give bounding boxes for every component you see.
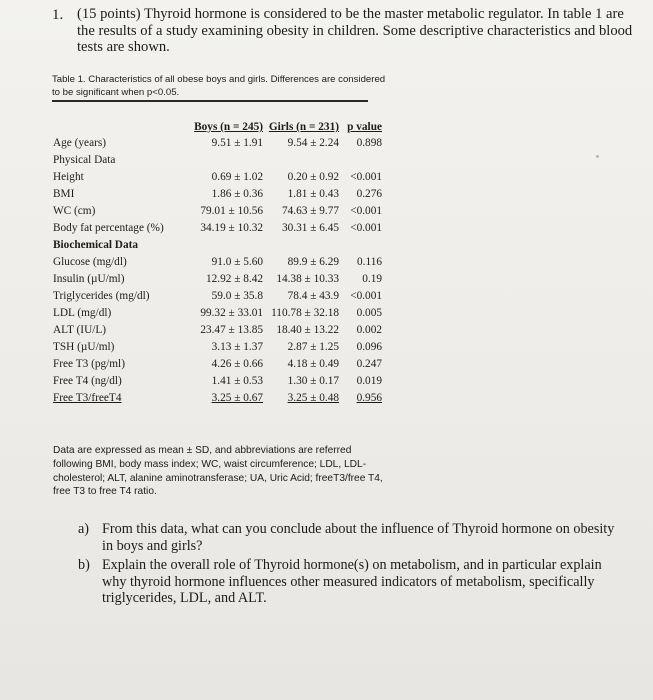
row-label: Free T3 (pg/ml) (53, 358, 125, 370)
header-p-value: p value (347, 121, 382, 133)
girls-value: 1.30 ± 0.17 (287, 375, 339, 387)
table-row (53, 203, 382, 220)
girls-value: 18.40 ± 13.22 (276, 324, 339, 336)
section-label: Biochemical Data (53, 239, 139, 251)
girls-value: 30.31 ± 6.45 (281, 222, 339, 234)
row-label: Free T4 (ng/dl) (53, 375, 122, 387)
girls-value: 14.38 ± 10.33 (276, 273, 339, 285)
row-label: Height (53, 171, 84, 183)
paper-speck (596, 155, 599, 158)
row-label: Free T3/freeT4 (53, 392, 122, 404)
girls-value: 0.20 ± 0.92 (287, 171, 339, 183)
row-label: Insulin (µU/ml) (53, 273, 125, 285)
boys-value: 1.41 ± 0.53 (211, 375, 263, 387)
header-blank (53, 120, 188, 135)
girls-value (263, 152, 339, 169)
p-value (339, 237, 382, 254)
sub-question-text: From this data, what can you conclude about the influence of Thyroid hormone on obesity in boys and girls? (102, 521, 615, 554)
table-row (53, 288, 382, 305)
boys-value: 3.13 ± 1.37 (211, 341, 263, 353)
p-value: <0.001 (350, 290, 382, 302)
p-value: <0.001 (350, 222, 382, 234)
p-value: 0.096 (356, 341, 382, 353)
table-header-row (53, 120, 382, 135)
table-caption: Table 1. Characteristics of all obese boys and girls. Differences are considered to be significant when p<0.05. (52, 74, 386, 98)
table-row (53, 322, 382, 339)
p-value: <0.001 (350, 205, 382, 217)
table-row (53, 220, 382, 237)
girls-value: 2.87 ± 1.25 (287, 341, 339, 353)
p-value: <0.001 (350, 171, 382, 183)
row-label: Body fat percentage (%) (53, 222, 164, 234)
row-label: LDL (mg/dl) (53, 307, 112, 319)
boys-value (188, 237, 263, 254)
p-value: 0.898 (356, 137, 382, 149)
boys-value: 59.0 ± 35.8 (211, 290, 263, 302)
p-value: 0.002 (356, 324, 382, 336)
boys-value: 91.0 ± 5.60 (211, 256, 263, 268)
header-girls: Girls (n = 231) (268, 121, 339, 133)
girls-value (263, 237, 339, 254)
p-value (339, 152, 382, 169)
question-intro: (15 points) Thyroid hormone is considered to be the master metabolic regulator. In table 1 are the results of a study examining obesity in children. Some descriptive characteristics and blood tests are shown. (77, 6, 633, 55)
p-value: 0.19 (362, 273, 382, 285)
girls-value: 9.54 ± 2.24 (287, 137, 339, 149)
girls-value: 74.63 ± 9.77 (281, 205, 339, 217)
row-label: Glucose (mg/dl) (53, 256, 127, 268)
table-notes: Data are expressed as mean ± SD, and abbreviations are referred following BMI, body mass index; WC, waist circumference; LDL, LDL-cholesterol; ALT, alanine aminotransferase; UA, Uric Acid; freeT3/free T4, free T3 to free T4 ratio. (53, 445, 383, 498)
girls-value: 3.25 ± 0.48 (287, 392, 339, 404)
table-row (53, 169, 382, 186)
p-value: 0.956 (356, 392, 382, 404)
row-label: BMI (53, 188, 75, 200)
caption-underline (52, 100, 368, 102)
girls-value: 110.78 ± 32.18 (271, 307, 339, 319)
girls-value: 1.81 ± 0.43 (287, 188, 339, 200)
boys-value: 34.19 ± 10.32 (200, 222, 263, 234)
table-row (53, 305, 382, 322)
row-label: WC (cm) (53, 205, 96, 217)
table-row (53, 356, 382, 373)
table-row (53, 390, 382, 407)
boys-value: 3.25 ± 0.67 (211, 392, 263, 404)
boys-value: 4.26 ± 0.66 (211, 358, 263, 370)
table-row (53, 254, 382, 271)
characteristics-table (53, 120, 382, 407)
table-row (53, 135, 382, 152)
boys-value: 79.01 ± 10.56 (200, 205, 263, 217)
section-label: Physical Data (53, 154, 116, 166)
row-label: Triglycerides (mg/dl) (53, 290, 150, 302)
section-row (53, 152, 382, 169)
row-label: ALT (IU/L) (53, 324, 107, 336)
boys-value: 0.69 ± 1.02 (211, 171, 263, 183)
table-row (53, 373, 382, 390)
p-value: 0.116 (357, 256, 382, 268)
girls-value: 89.9 ± 6.29 (287, 256, 339, 268)
boys-value: 1.86 ± 0.36 (211, 188, 263, 200)
table-row (53, 186, 382, 203)
boys-value: 9.51 ± 1.91 (211, 137, 263, 149)
question-number: 1. (52, 7, 64, 23)
girls-value: 78.4 ± 43.9 (287, 290, 339, 302)
section-row (53, 237, 382, 254)
boys-value: 99.32 ± 33.01 (200, 307, 263, 319)
boys-value (188, 152, 263, 169)
sub-question-letter: a) (78, 521, 90, 537)
p-value: 0.019 (356, 375, 382, 387)
boys-value: 12.92 ± 8.42 (205, 273, 263, 285)
row-label: TSH (µU/ml) (53, 341, 115, 353)
p-value: 0.247 (356, 358, 382, 370)
girls-value: 4.18 ± 0.49 (287, 358, 339, 370)
boys-value: 23.47 ± 13.85 (200, 324, 263, 336)
sub-question-text: Explain the overall role of Thyroid hormone(s) on metabolism, and in particular explain why thyroid hormone influences other measured indicators of metabolism, specifically triglycerides, LDL, and ALT. (102, 557, 602, 606)
p-value: 0.005 (356, 307, 382, 319)
table-row (53, 271, 382, 288)
p-value: 0.276 (356, 188, 382, 200)
table-row (53, 339, 382, 356)
row-label: Age (years) (53, 137, 107, 149)
header-boys: Boys (n = 245) (194, 121, 263, 133)
sub-question-letter: b) (78, 557, 90, 573)
